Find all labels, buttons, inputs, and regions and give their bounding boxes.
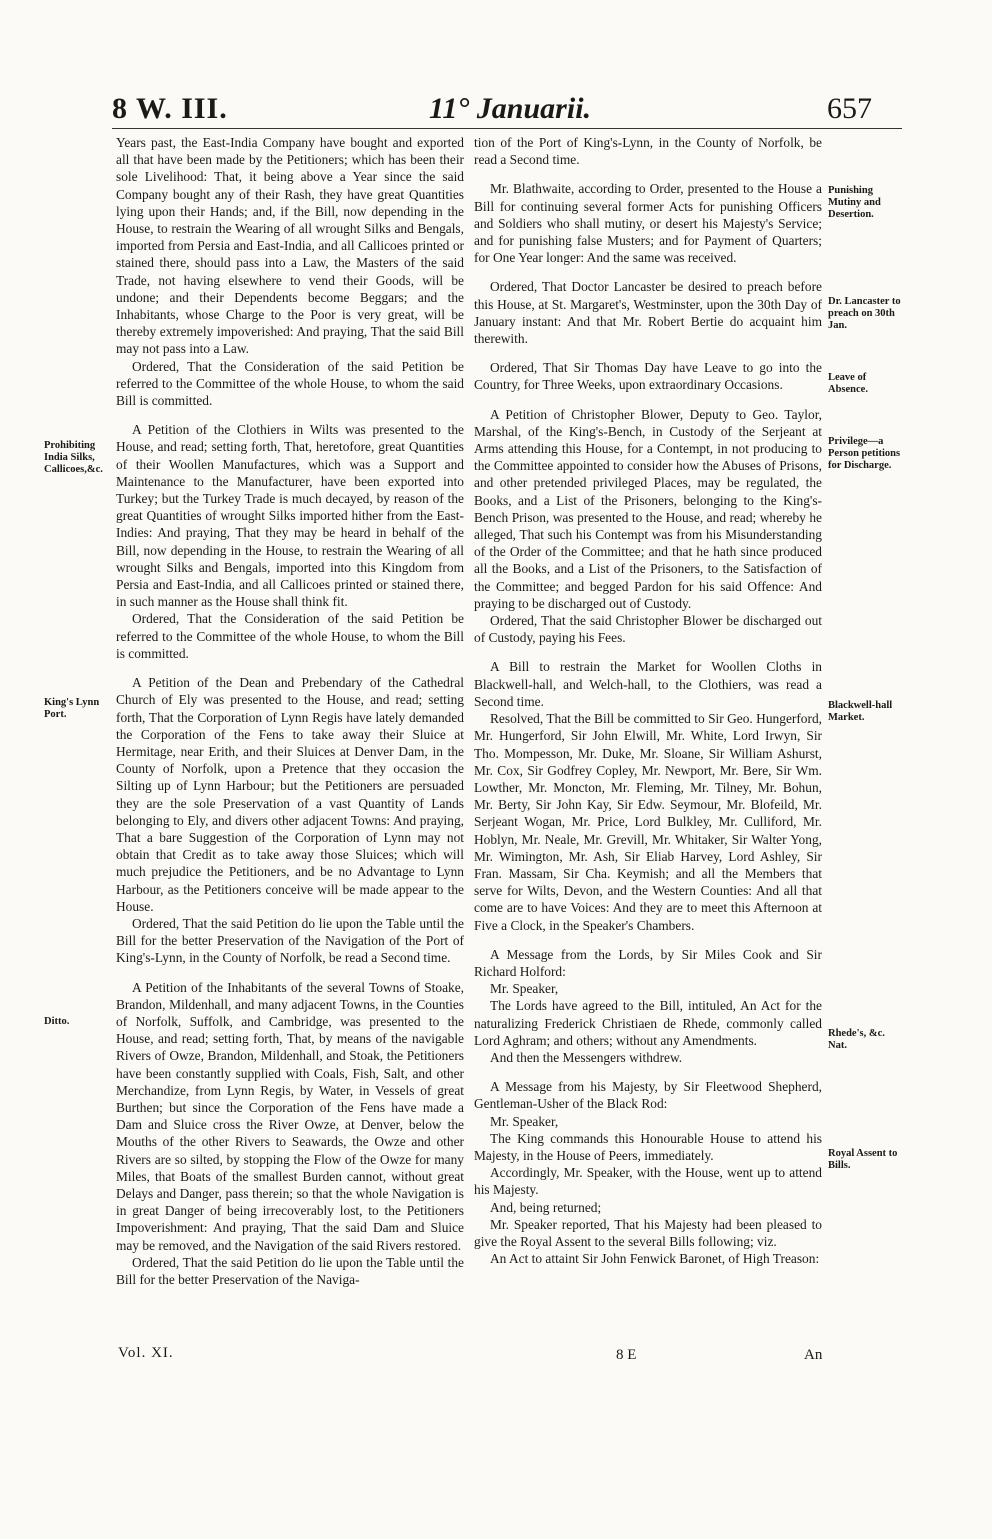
margin-note: Rhede's, &c. Nat. — [828, 1028, 885, 1051]
signature-mark: 8 E — [616, 1347, 637, 1363]
margin-note: Privilege—a Person petitions for Discharge. — [828, 436, 901, 471]
paragraph: Ordered, That the Consideration of the said Petition be referred to the Committee of the whole House, to whom the Bill is committed. — [116, 611, 464, 661]
paragraph: An Act to attaint Sir John Fenwick Baronet, of High Treason: — [490, 1251, 820, 1267]
right-column — [474, 134, 822, 1267]
margin-note: Ditto. — [44, 1016, 70, 1027]
paragraph: A Message from his Majesty, by Sir Fleetwood Shepherd, Gentleman-Usher of the Black Rod: — [474, 1079, 822, 1112]
margin-note: King's Lynn Port. — [44, 697, 100, 720]
paragraph: And then the Messengers withdrew. — [490, 1049, 683, 1065]
catchword: An — [804, 1347, 823, 1363]
paragraph: Resolved, That the Bill be committed to Sir Geo. Hungerford, Mr. Hungerford, Sir John Elwill, Mr. White, Lord Irwyn, Sir Tho. Mompesson, Mr. Duke, Mr. Sloane, Sir William Ashurst, Mr. Cox, Sir Godfrey Copley, Mr. Newport, Mr. Bere, Sir Wm. Lowther, Mr. Moncton, Mr. Fleming, Mr. Tilney, Mr. Bohun, Mr. Berty, Sir John Kay, Sir Edw. Seymour, Mr. Blofeild, Mr. Serjeant Wogan, Mr. Price, Lord Bulkley, Mr. Culliford, Mr. Hoblyn, Mr. Neale, Mr. Grevill, Mr. Whitaker, Sir Walter Yong, Mr. Wimington, Mr. Ash, Sir Eliab Harvey, Lord Ashley, Sir Fran. Massam, Sir Cha. Keymish; and all the Members that serve for Wilts, Devon, and the Western Counties: And all that come are to have Voices: And they are to meet this Afternoon at Five a Clock, in the Speaker's Chambers. — [474, 711, 822, 933]
page-header — [0, 92, 992, 132]
paragraph: Years past, the East-India Company have bought and exported all that have been made by the Petitioners; which has been their sole Livelihood: That, it being above a Year since the said Company bought any of their Rash, they have great Quantities lying upon their Hands; and, if the Bill, now depending in the House, to restrain the Wearing of all wrought Silks and Bengals, imported from Persia and East-India, and all Callicoes printed or stained there, should pass into a Law, the Masters of the said Trade, not having elsewhere to vend their Goods, will be undone; and their Dependents become Beggars; and the Inhabitants, whose Charge to the Poor is very great, will be thereby extremely impoverished: And praying, That the said Bill may not pass into a Law. — [116, 135, 464, 357]
paragraph: A Petition of the Clothiers in Wilts was presented to the House, and read; setting forth, That, heretofore, great Quantities of their Woollen Manufactures, which was a Support and Maintenance to the Manufacturer, have been exported into Turkey; but the Turkey Trade is much decayed, by reason of the great Quantities of wrought Silks imported hither from the East-Indies: And praying, That they may be heard in behalf of the Bill, now depending in the House, to restrain the Wearing of all wrought Silks and Bengals, imported into this Kingdom from Persia and East-India, and all Callicoes printed or stained there, in such manner as the House shall think fit. — [116, 422, 464, 610]
margin-note: Royal Assent to Bills. — [828, 1148, 898, 1171]
margin-note: Punishing Mutiny and Desertion. — [828, 185, 881, 220]
margin-note: Blackwell-hall Market. — [828, 700, 893, 723]
paragraph: A Petition of the Dean and Prebendary of the Cathedral Church of Ely was presented to the House, and read; setting forth, That the Corporation of Lynn Regis have lately demanded the Corporation of the Fens to take away their Sluice at Hermitage, near Erith, and their Sluices at Denver Dam, in the County of Norfolk, upon a Pretence that they occasion the Silting up of Lynn Harbour; but the Petitioners are persuaded they are the sole Preservation of a vast Quantity of Lands belonging to Ely, and divers other adjacent Towns: And praying, That a bare Suggestion of the Corporation of Lynn may not obtain that Credit as to take away those Sluices; which will much prejudice the Petitioners, and be no Advantage to Lynn Harbour, as the Petitioners conceive will be made appear to the House. — [116, 675, 464, 914]
left-column — [116, 134, 464, 1288]
paragraph: Accordingly, Mr. Speaker, with the House, went up to attend his Majesty. — [474, 1165, 822, 1198]
paragraph: tion of the Port of King's-Lynn, in the County of Norfolk, be read a Second time. — [474, 135, 822, 168]
paragraph: The Lords have agreed to the Bill, intituled, An Act for the naturalizing Frederick Christiaen de Rhede, commonly called Lord Aghram; and others; without any Amendments. — [474, 998, 822, 1048]
header-rule — [112, 128, 902, 129]
paragraph: Ordered, That the said Christopher Blower be discharged out of Custody, paying his Fees. — [474, 613, 822, 646]
paragraph: Mr. Speaker, — [490, 1113, 559, 1129]
date-heading — [360, 92, 660, 126]
paragraph: A Bill to restrain the Market for Woollen Cloths in Blackwell-hall, and Welch-hall, to the Clothiers, was read a Second time. — [474, 659, 822, 709]
paragraph: A Message from the Lords, by Sir Miles Cook and Sir Richard Holford: — [474, 946, 822, 979]
paragraph: Ordered, That the said Petition do lie upon the Table until the Bill for the better Preservation of the Navigation of the Port of King's-Lynn, in the County of Norfolk, be read a Second time. — [116, 915, 464, 966]
margin-note: Prohibiting India Silks, Callicoes,&c. — [44, 440, 103, 475]
paragraph: Ordered, That the said Petition do lie upon the Table until the Bill for the better Preservation of the Naviga- — [116, 1254, 464, 1287]
paragraph: Mr. Speaker, — [490, 981, 559, 997]
volume-label: Vol. XI. — [118, 1345, 174, 1361]
margin-note: Leave of Absence. — [828, 372, 868, 395]
paragraph: The King commands this Honourable House to attend his Majesty, in the House of Peers, immediately. — [474, 1130, 822, 1163]
paragraph: Mr. Blathwaite, according to Order, presented to the House a Bill for continuing several former Acts for punishing Officers and Soldiers who shall mutiny, or desert his Majesty's Service; and for punishing false Musters; and for Payment of Quarters; for One Year longer: And the same was received. — [474, 181, 822, 266]
paragraph: Mr. Speaker reported, That his Majesty had been pleased to give the Royal Assent to the several Bills following; viz. — [474, 1216, 822, 1249]
paragraph: A Petition of Christopher Blower, Deputy to Geo. Taylor, Marshal, of the King's-Bench, in Custody of the Serjeant at Arms attending this House, for a Contempt, in not producing to the Committee appointed to consider how the Abuses of Prisons, and other pretended privileged Places, may be regulated, the Books, and a List of the Prisoners, belonging to the King's-Bench Prison, was presented to the House, and read; whereby he alleged, That such his Contempt was from his Misunderstanding of the Order of the Committee; and that he hath since produced all the Books, and a List of the Prisoners, to the Satisfaction of the Committee; and begged Pardon for his said Offence: And praying to be discharged out of Custody. — [474, 406, 822, 611]
paragraph: Ordered, That the Consideration of the said Petition be referred to the Committee of the whole House, to whom the said Bill is committed. — [116, 358, 464, 409]
regnal-year: 8 W. III. — [112, 92, 228, 125]
paragraph: A Petition of the Inhabitants of the several Towns of Stoake, Brandon, Mildenhall, and many adjacent Towns, in the Counties of Norfolk, Suffolk, and Cambridge, was presented to the House, and read; setting forth, That, by means of the navigable Rivers of Owze, Brandon, Mildenhall, and Stoak, the Petitioners have been constantly supplied with Coals, Fish, Salt, and other Merchandize, from Lynn Regis, by Water, in Vessels of great Burthen; but since the Corporation of the Fens have made a Dam and Sluice cross the River Owze, at Denver, below the Mouths of the other Rivers to Seawards, the Owze and other Rivers are so silted, by stopping the Flow of the Owze for many Miles, that Boats of the smallest Burden cannot, without great Delays and Danger, pass therein; so that the whole Navigation is in great Danger of being irrecoverably lost, to the Petitioners Impoverishment: And praying, That the said Dam and Sluice may be removed, and the Navigation of the said Rivers restored. — [116, 979, 464, 1253]
date-heading-text: 11° Januarii. — [428, 92, 592, 125]
paragraph: And, being returned; — [490, 1199, 602, 1215]
margin-note: Dr. Lancaster to preach on 30th Jan. — [828, 296, 901, 331]
paragraph: Ordered, That Sir Thomas Day have Leave to go into the Country, for Three Weeks, upon extraordinary Occasions. — [474, 360, 822, 393]
page-number: 657 — [827, 92, 872, 125]
paragraph: Ordered, That Doctor Lancaster be desired to preach before this House, at St. Margaret's, Westminster, upon the 30th Day of January instant: And that Mr. Robert Bertie do acquaint him therewith. — [474, 279, 822, 347]
